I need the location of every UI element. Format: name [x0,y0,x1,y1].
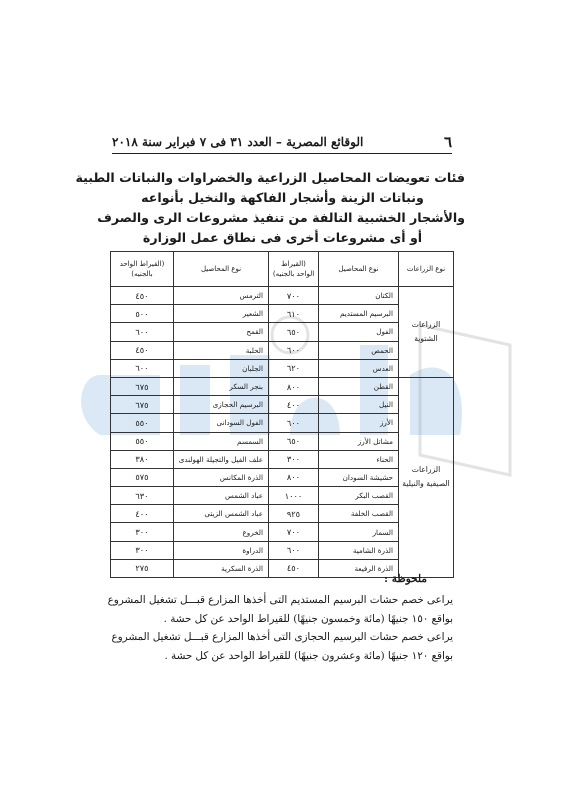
crop-name-cell: الذرة السكرية [174,559,269,577]
compensation-table [110,251,454,578]
table-row [111,377,454,395]
header-crop: نوع المحاصيل [319,252,399,287]
page-number: ٦ [443,133,452,151]
crop-value-cell: ٤٠٠ [111,505,174,523]
title-line: ونباتات الزينة وأشجار الفاكهة والنخيل بأنواعه [141,190,424,205]
crop-value-cell: ٦٧٥ [111,377,174,395]
crop-value-cell: ٩٢٥ [269,505,319,523]
crop-value-cell: ٢٧٥ [111,559,174,577]
crop-value-cell: ٦٠٠ [269,414,319,432]
crop-name-cell: السمار [319,523,399,541]
crop-value-cell: ٣٠٠ [111,541,174,559]
crop-value-cell: ٥٠٠ [111,305,174,323]
crop-value-cell: ٨٠٠ [269,468,319,486]
crop-value-cell: ٥٥٠ [111,414,174,432]
crop-name-cell: بنجر السكر [174,377,269,395]
crop-name-cell: حشيشة السودان [319,468,399,486]
crop-value-cell: ٤٥٠ [111,287,174,305]
category-cell: الزراعات الشتوية [399,287,454,378]
header-crop: نوع المحاصيل [174,252,269,287]
crop-value-cell: ٦١٠ [269,305,319,323]
crop-name-cell: الكتان [319,287,399,305]
crop-value-cell: ٣٠٠ [269,450,319,468]
crop-value-cell: ٦٠٠ [111,323,174,341]
crop-name-cell: الشعير [174,305,269,323]
crop-name-cell: الحمص [319,341,399,359]
crop-name-cell: مشاتل الأرز [319,432,399,450]
document-title [75,168,465,248]
note-title: ملحوظة : [384,573,427,585]
category-cell: الزراعات الصيفية والنيلية [399,377,454,577]
crop-name-cell: النيل [319,396,399,414]
crop-value-cell: ١٠٠٠ [269,487,319,505]
note-line: بواقع ١٢٠ جنيهًا (مائة وعشرون جنيهًا) للقيراط الواحد عن كل حشة . [164,649,453,662]
crop-value-cell: ٦٢٠ [269,359,319,377]
crop-value-cell: ٤٥٠ [111,341,174,359]
crop-name-cell: القصب الخلفة [319,505,399,523]
header-rule [112,153,452,154]
title-line: والأشجار الخشبية التالفة من تنفيذ مشروعات الرى والصرف [97,210,465,225]
crop-value-cell: ٦٥٠ [269,323,319,341]
crop-value-cell: ٤٥٠ [269,559,319,577]
crop-value-cell: ٥٥٠ [111,432,174,450]
crop-name-cell: القصب البكر [319,487,399,505]
crop-name-cell: الذرة المكانس [174,468,269,486]
crop-name-cell: الترمس [174,287,269,305]
note-line: يراعى خصم حشات البرسيم الحجازى التى أخذها المزارع قبـــل تشغيل المشروع [111,631,453,644]
crop-value-cell: ٧٠٠ [269,287,319,305]
note-line: يراعى خصم حشات البرسيم المستديم التى أخذها المزارع قبـــل تشغيل المشروع [107,594,453,606]
crop-name-cell: علف الفيل والتجيلة الهولندى [174,450,269,468]
running-head: الوقائع المصرية – العدد ٣١ فى ٧ فبراير سنة ٢٠١٨ [112,135,364,149]
crop-name-cell: الجلبان [174,359,269,377]
crop-name-cell: عباد الشمس الزيتى [174,505,269,523]
crop-name-cell: الذرة الرفيعة [319,559,399,577]
crop-value-cell: ٦٧٥ [111,396,174,414]
crop-name-cell: البرسيم المستديم [319,305,399,323]
table-header-row [111,252,454,287]
crop-value-cell: ٣٨٠ [111,450,174,468]
crop-name-cell: الحلبة [174,341,269,359]
crop-name-cell: الأرز [319,414,399,432]
crop-name-cell: الحناء [319,450,399,468]
notes-body [103,591,453,665]
crop-name-cell: عباد الشمس [174,487,269,505]
header-type: نوع الزراعات [399,252,454,287]
crop-name-cell: القمح [174,323,269,341]
crop-name-cell: الفول [319,323,399,341]
crop-value-cell: ٤٠٠ [269,396,319,414]
crop-value-cell: ٥٧٥ [111,468,174,486]
crop-name-cell: السمسم [174,432,269,450]
crop-value-cell: ٦٠٠ [269,541,319,559]
crop-name-cell: العدس [319,359,399,377]
page-header [112,133,452,153]
title-line: فئات تعويضات المحاصيل الزراعية والخضراوات والنباتات الطبية [75,170,465,185]
title-line: أو أى مشروعات أخرى فى نطاق عمل الوزارة [142,230,423,245]
crop-name-cell: البرسيم الحجازى [174,396,269,414]
crop-name-cell: الخروع [174,523,269,541]
crop-value-cell: ٦٥٠ [269,432,319,450]
crop-value-cell: ٦٣٠ [111,487,174,505]
crop-value-cell: ٨٠٠ [269,377,319,395]
table-row [111,287,454,305]
crop-value-cell: ٣٠٠ [111,523,174,541]
header-value: (القيراط الواحد بالجنيه) [269,252,319,287]
crop-value-cell: ٦٠٠ [111,359,174,377]
crop-name-cell: الفول السودانى [174,414,269,432]
crop-name-cell: الدراوة [174,541,269,559]
note-line: بواقع ١٥٠ جنيهًا (مائة وخمسون جنيهًا) للقيراط الواحد عن كل حشة . [163,612,453,625]
header-value: (القيراط الواحد بالجنيه) [111,252,174,287]
crop-value-cell: ٧٠٠ [269,523,319,541]
crop-value-cell: ٦٠٠ [269,341,319,359]
crop-name-cell: القطن [319,377,399,395]
crop-name-cell: الذرة الشامية [319,541,399,559]
